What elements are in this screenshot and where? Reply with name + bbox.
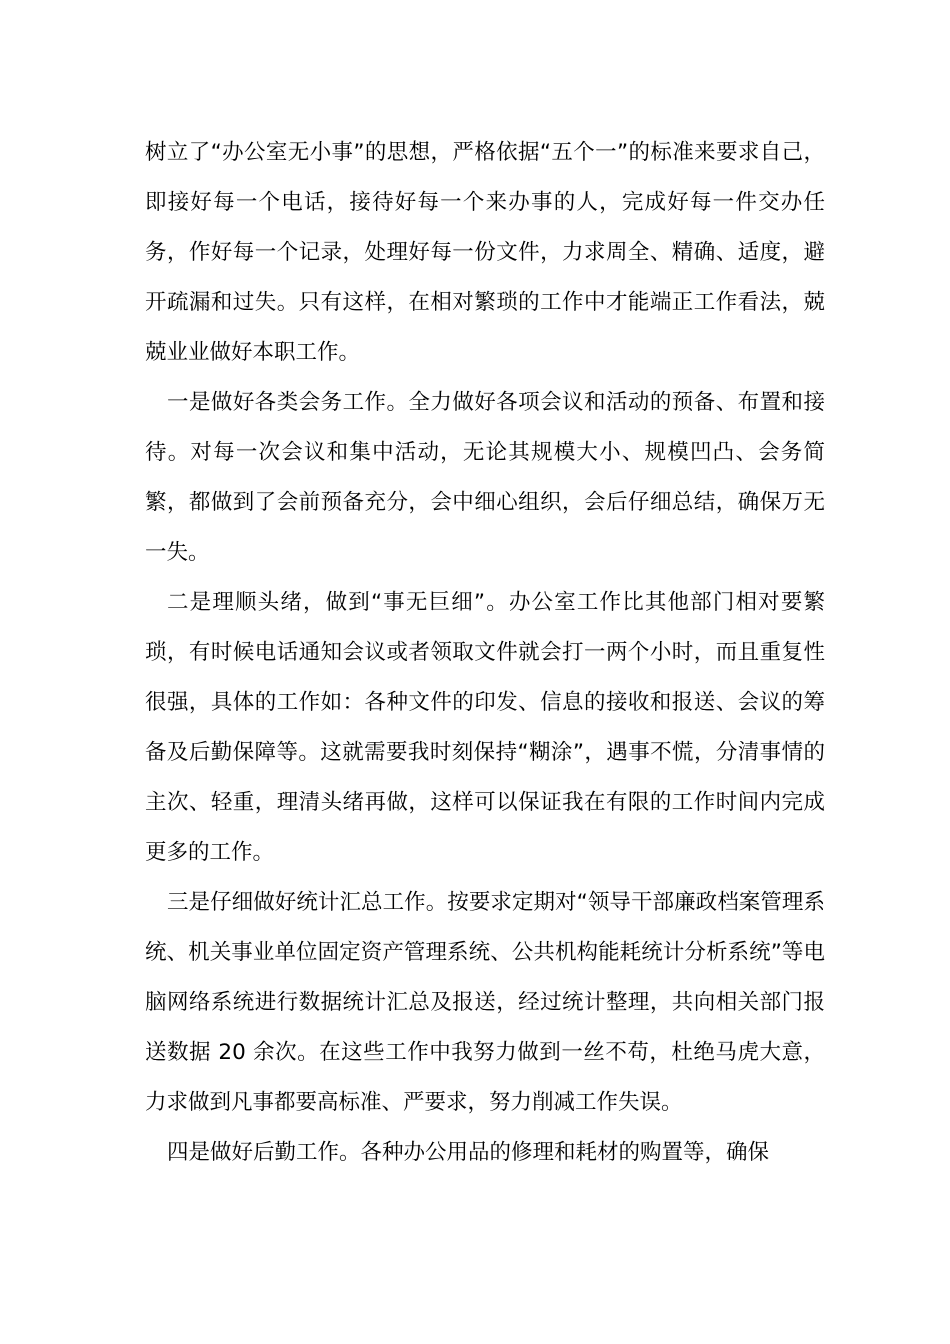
paragraph-continuation: 树立了“办公室无小事”的思想，严格依据“五个一”的标准来要求自己，即接好每一个电话，接待好每一个来办事的人，完成好每一件交办任务，作好每一个记录，处理好每一份文件，力求周全、精确、适度，避开疏漏和过失。只有这样，在相对繁琐的工作中才能端正工作看法，兢兢业业做好本职工作。 xyxy=(145,140,825,365)
paragraph-logistics-work: 四是做好后勤工作。各种办公用品的修理和耗材的购置等，确保 xyxy=(167,1140,770,1165)
document-body xyxy=(145,128,825,1178)
paragraph-statistics-work: 三是仔细做好统计汇总工作。按要求定期对“领导干部廉政档案管理系统、机关事业单位固定资产管理系统、公共机构能耗统计分析系统”等电脑网络系统进行数据统计汇总及报送，经过统计整理，共向相关部门报送数据 20 余次。在这些工作中我努力做到一丝不苟，杜绝马虎大意，力求做到凡事都要高标准、严要求，努力削减工作失误。 xyxy=(145,890,825,1115)
paragraph-meeting-work: 一是做好各类会务工作。全力做好各项会议和活动的预备、布置和接待。对每一次会议和集中活动，无论其规模大小、规模凹凸、会务简繁，都做到了会前预备充分，会中细心组织，会后仔细总结，确保万无一失。 xyxy=(145,390,825,565)
paragraph-organize-tasks: 二是理顺头绪，做到“事无巨细”。办公室工作比其他部门相对要繁琐，有时候电话通知会议或者领取文件就会打一两个小时，而且重复性很强，具体的工作如：各种文件的印发、信息的接收和报送、会议的筹备及后勤保障等。这就需要我时刻保持“糊涂”，遇事不慌，分清事情的主次、轻重，理清头绪再做，这样可以保证我在有限的工作时间内完成更多的工作。 xyxy=(145,590,825,865)
